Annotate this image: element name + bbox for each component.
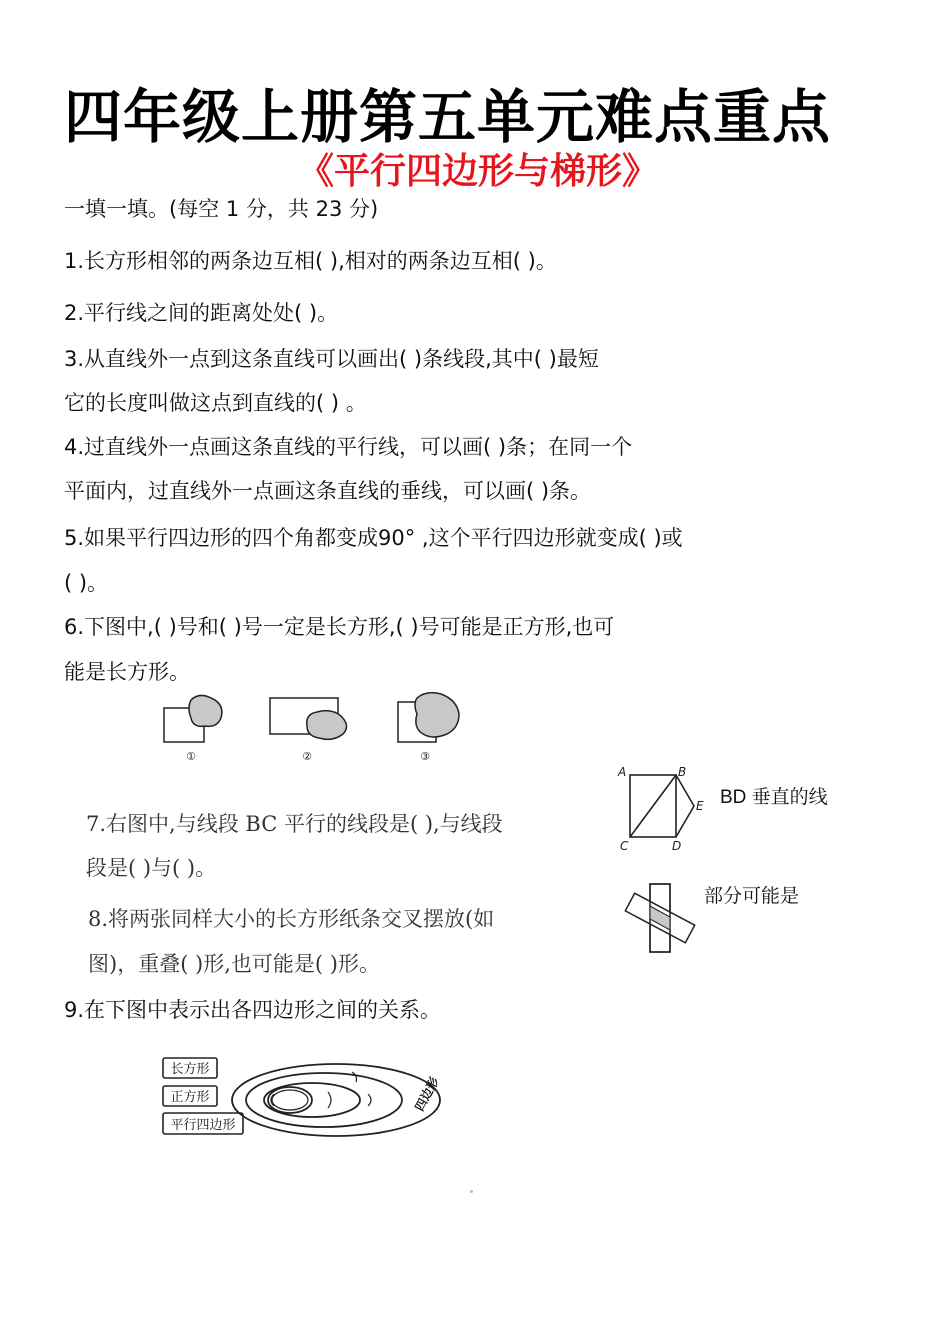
question-5-line-2: ( )。: [64, 571, 109, 595]
q9-box-square: 正方形: [170, 1090, 210, 1105]
question-9: 9.在下图中表示出各四边形之间的关系。: [64, 998, 442, 1022]
question-1: 1.长方形相邻的两条边互相( ),相对的两条边互相( )。: [64, 249, 557, 273]
q8-figure: [622, 880, 698, 956]
q9-box-parallelogram: 平行四边形: [170, 1118, 236, 1133]
q7-point-c: C: [620, 839, 629, 853]
question-5-line-1: 5.如果平行四边形的四个角都变成90° ,这个平行四边形就变成( )或: [64, 526, 683, 550]
q7-point-d: D: [672, 839, 682, 853]
question-7-line-1: 7.右图中,与线段 BC 平行的线段是( ),与线段: [86, 812, 503, 836]
question-3-line-2: 它的长度叫做这点到直线的( ) 。: [64, 391, 367, 415]
section-heading: 一填一填。(每空 1 分，共 23 分): [64, 197, 379, 221]
q9-outer-label: 四边形: [412, 1075, 442, 1114]
question-2: 2.平行线之间的距离处处( )。: [64, 301, 339, 325]
question-7-line-2: 段是( )与( )。: [86, 856, 217, 880]
dot-mark: [470, 1190, 473, 1193]
q6-label-1: ①: [186, 750, 196, 763]
question-8-line-1: 8.将两张同样大小的长方形纸条交叉摆放(如: [88, 907, 495, 931]
q8-note: 部分可能是: [704, 886, 800, 907]
page-title: 四年级上册第五单元难点重点: [64, 83, 832, 151]
q6-shape-2: [270, 698, 347, 739]
q9-figure: [160, 1050, 470, 1140]
q6-shape-3: [398, 693, 459, 742]
question-3-line-1: 3.从直线外一点到这条直线可以画出( )条线段,其中( )最短: [64, 347, 599, 371]
q7-point-e: E: [696, 799, 704, 813]
question-8-line-2: 图)，重叠( )形,也可能是( )形。: [88, 952, 380, 976]
question-6-line-1: 6.下图中,( )号和( )号一定是长方形,( )号可能是正方形,也可: [64, 615, 615, 639]
q6-shape-1: [164, 695, 222, 742]
question-4-line-1: 4.过直线外一点画这条直线的平行线，可以画( )条；在同一个: [64, 435, 633, 459]
q6-figure: [155, 688, 475, 768]
q7-point-b: B: [678, 765, 687, 779]
q9-ellipse-square: [268, 1087, 312, 1113]
page-subtitle: 《平行四边形与梯形》: [298, 151, 659, 192]
q7-point-a: A: [618, 765, 627, 779]
q7-note: BD 垂直的线: [720, 787, 828, 808]
question-4-line-2: 平面内，过直线外一点画这条直线的垂线，可以画( )条。: [64, 479, 592, 503]
q7-figure: [612, 762, 712, 854]
q9-ellipse-parallelogram: [246, 1073, 402, 1127]
q6-label-2: ②: [302, 750, 312, 763]
q9-box-rectangle: 长方形: [170, 1062, 210, 1077]
question-6-line-2: 能是长方形。: [64, 660, 190, 684]
q6-label-3: ③: [420, 750, 430, 763]
